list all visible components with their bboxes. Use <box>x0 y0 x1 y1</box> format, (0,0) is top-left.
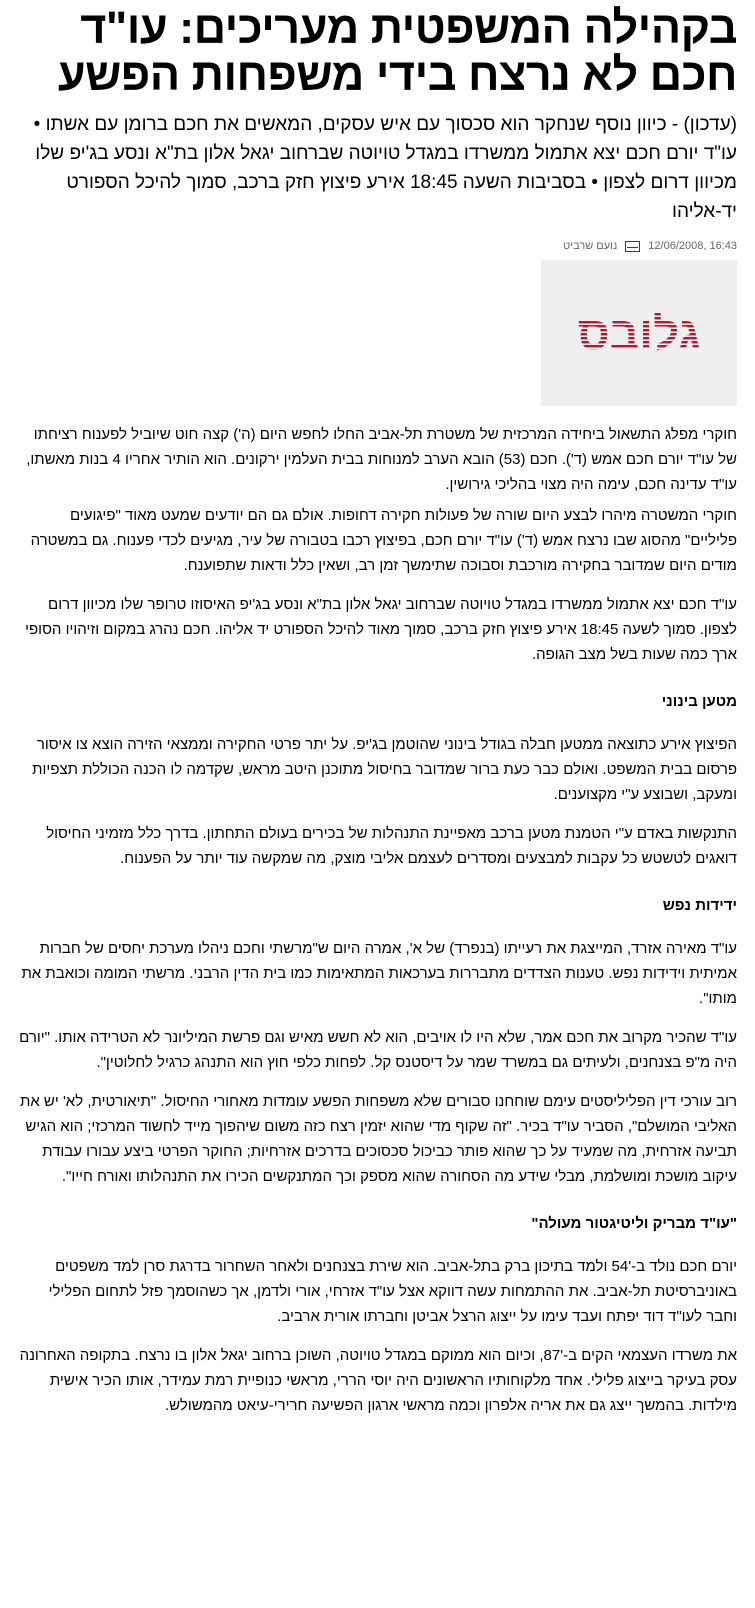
byline <box>14 238 737 254</box>
globes-logo <box>547 313 731 353</box>
paragraph: את משרדו העצמאי הקים ב-'87, וכיום הוא ממוקם במגדל טויוטה, השוכן ברחוב יגאל אלון בו נרצח. בתקופה האחרונה עסק בעיקר בייצוג פלילי. אחד מלקוחותיו הראשונים היה יוסי הררי, מראשי כנופיית רמת עמידר, אותו הכיר אישית מילדות. בהמשך ייצג גם את אריה אלפרון וכמה מראשי ארגון הפשיעה חרירי-עיאט מהמשולש. <box>19 1347 737 1414</box>
byline-date: 12/06/2008, 16:43 <box>648 240 737 252</box>
paragraph: עו"ד חכם יצא אתמול ממשרדו במגדל טויוטה שברחוב יגאל אלון בת"א ונסע בג'יפ האיסוזו טרופר שלו מכיוון דרום לצפון. סמוך לשעה 18:45 אירע פיצוץ חזק ברכב, סמוך מאוד להיכל הספורט יד אליהו. חכם נהרג במקום וזיהויו הסופי ארך כמה שעות בשל מצב הגופה. <box>25 596 737 663</box>
section-title-2: ידידות נפש <box>662 897 737 914</box>
paragraph: עו"ד מאירה אזרד, המייצגת את רעייתו (בנפרד) של א', אמרה היום ש"מרשתי וחכם ניהלו מערכת יחסים של חברות אמיתית וידידות נפש. טענות הצדדים מתבררות בערכאות המתאימות כמו בית הדין הרבני. מרשתי המומה וכואבת את מותו". <box>21 940 737 1007</box>
section-title-1: מטען בינוני <box>661 693 737 710</box>
paragraph: התנקשות באדם ע"י הטמנת מטען ברכב מאפיינת התנהלות של בכירים בעולם התחתון. בדרך כלל מזמיני החיסול דואגים לטשטש כל עקבות למבצעים ומסדרים לעצמם אליבי מוצק, מה שמקשה עוד יותר על הפענוח. <box>46 825 737 867</box>
paragraph: חוקרי מפלג התשאול ביחידה המרכזית של משטרת תל-אביב החלו לחפש היום (ה') קצה חוט שיוביל לפענוח רציחתו של עו"ד יורם חכם אמש (ד'). חכם (53) הובא הערב למנוחות בבית העלמין ירקונים. הוא הותיר אחריו 4 בנות מאשתו, עו"ד עדינה חכם, עימה היה מצוי בהליכי גירושין. <box>26 426 737 493</box>
paragraph: יורם חכם נולד ב-'54 ולמד בתיכון ברק בתל-אביב. הוא שירת בצנחנים ולאחר השחרור בדרגת סרן למד משפטים באוניברסיטת תל-אביב. את ההתמחות עשה דווקא אצל עו"ד אזרחי, אורי ולדמן, אך כשהוסמך פזל לתחום הפלילי וחבר לעו"ד דוד יפתח ועבד עימו על ייצוג הרצל אביטן וחברתו אורית ארביב. <box>48 1258 737 1325</box>
mail-icon[interactable] <box>625 241 640 252</box>
section-title-3: "עו"ד מבריק וליטיגטור מעולה" <box>531 1215 737 1232</box>
lead-paragraph: (עדכון) - כיוון נוסף שנחקר הוא סכסוך עם איש עסקים, המאשים את חכם ברומן עם אשתו • עו"ד יורם חכם יצא אתמול ממשרדו במגדל טויוטה שברחוב יגאל אלון בת"א ונסע בג'יפ שלו מכיוון דרום לצפון • בסביבות השעה 18:45 אירע פיצוץ חזק ברכב, סמוך להיכל הספורט יד-אליהו <box>33 114 737 222</box>
paragraph: רוב עורכי דין הפליליסטים עימם שוחחנו סבורים שלא משפחות הפשע עומדות מאחורי החיסול. "תיאורטית, לא' יש את האליבי המושלם", הסביר עו"ד בכיר. "זה שקוף מדי שהוא יזמין רצח כזה משום שיהפוך מייד לחשוד המרכזי; הוא הגיש תביעה אזרחית, מה שמעיד על כך שהוא פותר כביכול סכסוכים בדרכים אזרחיות; החוקר הפרטי ביצע עבורו עבודת עיקוב מושכת ומושלמת, מבלי שידע מה הסחורה שהוא מספק וכך המתנקשים הכירו את התנהלותו ואורח חייו". <box>19 1093 737 1185</box>
paragraph: חוקרי המשטרה מיהרו לבצע היום שורה של פעולות חקירה דחופות. אולם גם הם יודעים שמעט מאוד "פיגועים פליליים" מהסוג שבו נרצח אמש (ד') עו"ד יורם חכם, בפיצוץ רכבו בטבורה של עיר, מגיעים לכדי פענוח. גם במשטרה מודים היום שמדובר בחקירה מורכבת וסבוכה שתימשך זמן רב, ושאין כלל ודאות שתפוענח. <box>30 507 737 574</box>
byline-author[interactable]: נועם שרביט <box>563 240 618 252</box>
globes-logo-box <box>541 260 737 406</box>
paragraph: הפיצוץ אירע כתוצאה ממטען חבלה בגודל בינוני שהוטמן בג'יפ. על יתר פרטי החקירה וממצאי הזירה הוצא צו איסור פרסום בבית המשפט. ואולם כבר כעת ברור שמדובר בחיסול מתוכנן היטב מראש, שקדמה לו הכנה הכוללת תצפיות ומעקב, ושבוצע ע"י מקצוענים. <box>32 736 737 803</box>
article <box>0 4 755 1608</box>
logo-text <box>736 260 737 261</box>
headline: בקהילה המשפטית מעריכים: עו"ד חכם לא נרצח בידי משפחות הפשע <box>57 2 737 100</box>
paragraph: עו"ד שהכיר מקרוב את חכם אמר, שלא היו לו אויבים, הוא לא חשש מאיש וגם פרשת המיליונר לא הטרידה אותו. "יורם היה מ"פ בצנחנים, ולעיתים גם במשרד שמר על דיסטנס קל. לפחות כלפי חוץ הוא התנהג כרגיל לחלוטין". <box>19 1029 737 1071</box>
article-body <box>14 422 737 1418</box>
